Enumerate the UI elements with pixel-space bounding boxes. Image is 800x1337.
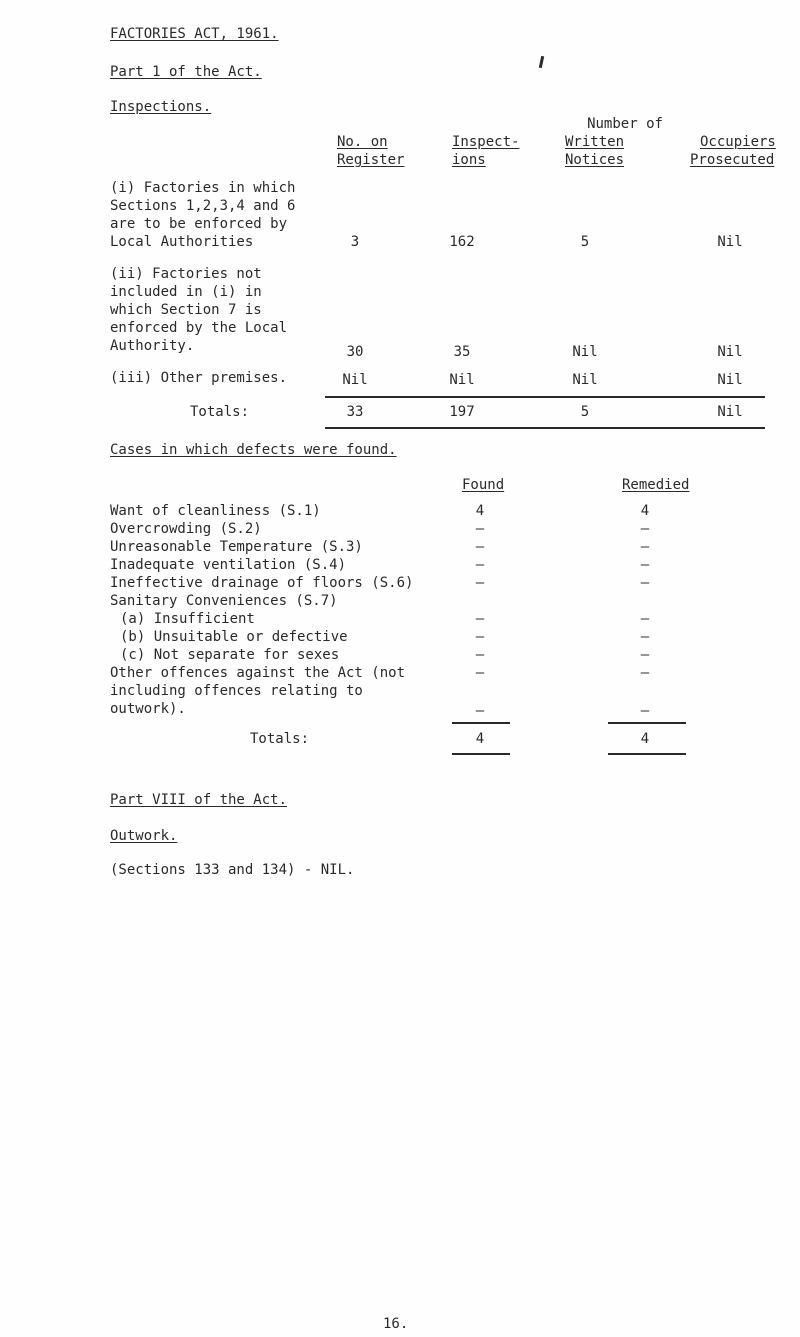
defects-total-remedied: 4 <box>640 731 650 747</box>
header-occupiers-line2: Prosecuted <box>690 152 775 168</box>
defect-found: – <box>475 665 485 681</box>
defect-found: – <box>475 557 485 573</box>
header-register-line1: No. on <box>337 134 388 150</box>
cell-prosecuted: Nil <box>717 234 743 250</box>
header-notices-line1: Written <box>565 134 625 150</box>
page-number: 16. <box>383 1316 409 1332</box>
defect-label: Want of cleanliness (S.1) <box>110 503 321 519</box>
defects-total-found: 4 <box>475 731 485 747</box>
part-heading: Part 1 of the Act. <box>110 64 262 80</box>
defect-label: Ineffective drainage of floors (S.6) <box>110 575 414 591</box>
defect-remedied: – <box>640 575 650 591</box>
cell-inspections: Nil <box>449 372 475 388</box>
header-found: Found <box>462 477 505 493</box>
part8-heading: Part VIII of the Act. <box>110 792 288 808</box>
header-notices-line2: Notices <box>565 152 625 168</box>
cell-inspections: 162 <box>449 234 475 250</box>
defects-totals-rule-found-bottom <box>452 753 510 755</box>
total-inspections: 197 <box>449 404 475 420</box>
defect-label: (c) Not separate for sexes <box>120 647 340 663</box>
defect-remedied: – <box>640 521 650 537</box>
total-notices: 5 <box>580 404 590 420</box>
defect-label: Sanitary Conveniences (S.7) <box>110 593 338 609</box>
cell-register: 3 <box>350 234 360 250</box>
cell-notices: 5 <box>580 234 590 250</box>
defect-remedied: – <box>640 611 650 627</box>
row-label: which Section 7 is <box>110 302 262 318</box>
defects-totals-label: Totals: <box>250 731 310 747</box>
defect-remedied: – <box>640 539 650 555</box>
defects-totals-rule-remedied-bottom <box>608 753 686 755</box>
defect-label: (b) Unsuitable or defective <box>120 629 348 645</box>
row-label: Sections 1,2,3,4 and 6 <box>110 198 296 214</box>
column-group-label: Number of <box>587 116 663 132</box>
sections-note: (Sections 133 and 134) - NIL. <box>110 862 355 878</box>
defect-remedied: – <box>640 629 650 645</box>
row-label: Authority. <box>110 338 195 354</box>
defect-found: – <box>475 521 485 537</box>
header-inspections-line2: ions <box>452 152 486 168</box>
total-register: 33 <box>346 404 364 420</box>
row-label: (ii) Factories not <box>110 266 262 282</box>
defect-found: – <box>475 647 485 663</box>
outwork-heading: Outwork. <box>110 828 178 844</box>
cell-register: Nil <box>342 372 368 388</box>
totals-label: Totals: <box>190 404 250 420</box>
defect-found: – <box>475 575 485 591</box>
defects-heading: Cases in which defects were found. <box>110 442 397 458</box>
total-prosecuted: Nil <box>717 404 743 420</box>
page-heading: FACTORIES ACT, 1961. <box>110 26 279 42</box>
defect-remedied: – <box>640 557 650 573</box>
cell-notices: Nil <box>572 344 598 360</box>
stray-mark <box>539 56 544 68</box>
defect-label: Overcrowding (S.2) <box>110 521 262 537</box>
defects-totals-rule-found-top <box>452 722 510 724</box>
defect-remedied: – <box>640 665 650 681</box>
defect-label: outwork). <box>110 701 186 717</box>
totals-rule-top <box>325 396 765 398</box>
cell-register: 30 <box>346 344 364 360</box>
header-occupiers-line1: Occupiers <box>700 134 776 150</box>
row-label: are to be enforced by <box>110 216 288 232</box>
header-inspections-line1: Inspect- <box>452 134 520 150</box>
defect-label: (a) Insufficient <box>120 611 255 627</box>
defect-label: Inadequate ventilation (S.4) <box>110 557 347 573</box>
row-label: Local Authorities <box>110 234 254 250</box>
header-remedied: Remedied <box>622 477 690 493</box>
defect-found: – <box>475 703 485 719</box>
defect-found: – <box>475 539 485 555</box>
defect-found: 4 <box>475 503 485 519</box>
cell-prosecuted: Nil <box>717 344 743 360</box>
row-label: (i) Factories in which <box>110 180 296 196</box>
row-label: enforced by the Local <box>110 320 288 336</box>
defect-remedied: – <box>640 703 650 719</box>
defect-remedied: – <box>640 647 650 663</box>
cell-prosecuted: Nil <box>717 372 743 388</box>
defects-totals-rule-remedied-top <box>608 722 686 724</box>
cell-inspections: 35 <box>453 344 471 360</box>
defect-label: Other offences against the Act (not <box>110 665 406 681</box>
row-label: included in (i) in <box>110 284 262 300</box>
defect-remedied: 4 <box>640 503 650 519</box>
cell-notices: Nil <box>572 372 598 388</box>
inspections-heading: Inspections. <box>110 99 212 115</box>
defect-found: – <box>475 611 485 627</box>
row-label: (iii) Other premises. <box>110 370 288 386</box>
header-register-line2: Register <box>337 152 405 168</box>
totals-rule-bottom <box>325 427 765 429</box>
defect-label: including offences relating to <box>110 683 363 699</box>
defect-found: – <box>475 629 485 645</box>
defect-label: Unreasonable Temperature (S.3) <box>110 539 363 555</box>
